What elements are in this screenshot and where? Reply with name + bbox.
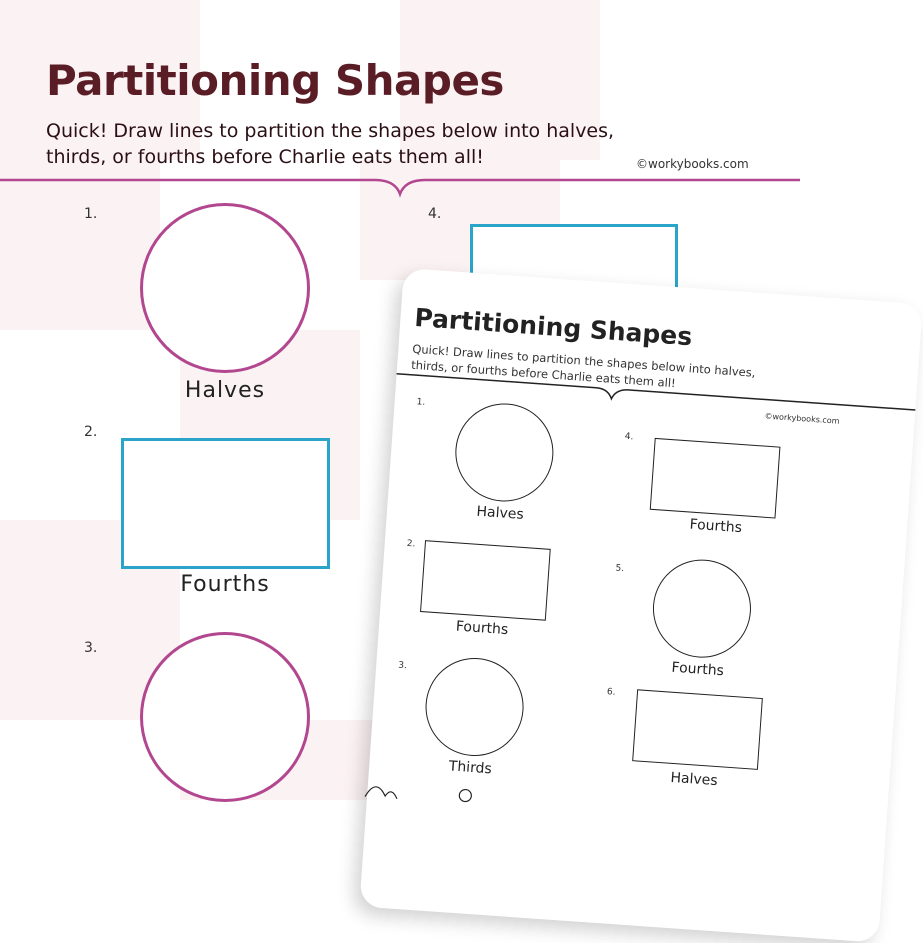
preview-label: Halves xyxy=(476,503,525,523)
problem-number: 2. xyxy=(84,424,98,440)
problem-number: 4. xyxy=(428,206,442,222)
preview-copyright: ©workybooks.com xyxy=(764,411,840,426)
problem-number: 1. xyxy=(84,206,98,222)
preview-rectangle-2 xyxy=(420,540,551,621)
preview-circle-1 xyxy=(452,400,557,505)
shape-label: Fourths xyxy=(180,572,270,597)
preview-rectangle-6 xyxy=(632,689,763,770)
preview-label: Fourths xyxy=(689,516,743,537)
circle-shape-3[interactable] xyxy=(140,632,310,802)
circle-shape-1[interactable] xyxy=(140,203,310,373)
preview-instructions: Quick! Draw lines to partition the shapes below into halves, thirds, or fourths before Charlie eats them all! xyxy=(410,341,756,391)
preview-label: Fourths xyxy=(455,618,509,639)
header-divider xyxy=(0,170,800,200)
preview-circle-3 xyxy=(422,655,527,760)
preview-title: Partitioning Shapes xyxy=(413,302,694,352)
preview-number: 1. xyxy=(416,397,426,408)
worksheet-preview xyxy=(359,268,922,943)
preview-label: Thirds xyxy=(448,758,493,778)
preview-label: Fourths xyxy=(671,659,725,680)
preview-number: 4. xyxy=(624,431,634,443)
preview-rectangle-4 xyxy=(650,438,781,519)
copyright-notice: ©workybooks.com xyxy=(636,157,749,171)
preview-number: 5. xyxy=(615,563,625,575)
page-title: Partitioning Shapes xyxy=(46,56,504,105)
rectangle-shape-2[interactable] xyxy=(121,438,330,569)
preview-number: 6. xyxy=(606,687,616,698)
preview-number: 3. xyxy=(397,660,408,672)
instructions: Quick! Draw lines to partition the shapes below into halves, thirds, or fourths before Charlie eats them all! xyxy=(46,120,615,168)
problem-number: 3. xyxy=(84,640,98,656)
preview-number: 2. xyxy=(406,538,416,550)
shape-label: Halves xyxy=(184,378,266,403)
preview-label: Halves xyxy=(669,769,719,790)
preview-circle-5 xyxy=(650,556,755,661)
